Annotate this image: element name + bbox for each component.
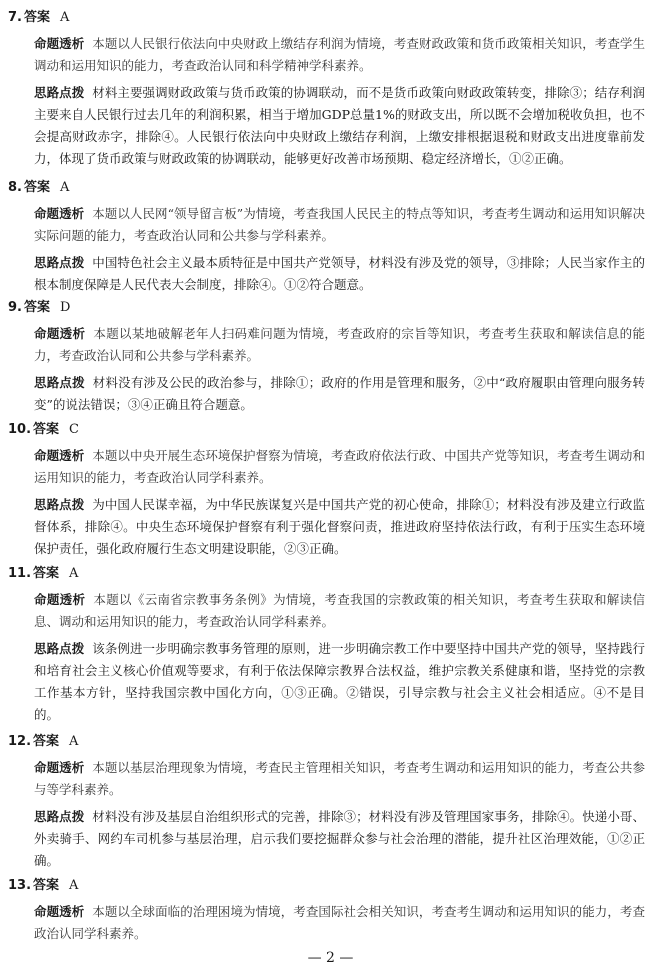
answer-label: 答案 <box>33 878 60 893</box>
question-11 <box>8 564 645 726</box>
hint-block <box>34 806 645 872</box>
question-number: 8. <box>8 180 22 195</box>
hint-block <box>34 638 645 726</box>
analysis-label: 命题透析 <box>34 592 86 607</box>
question-number: 13. <box>8 878 32 893</box>
question-number: 9. <box>8 300 22 315</box>
question-12 <box>8 732 645 872</box>
analysis-label: 命题透析 <box>34 326 86 341</box>
answer-choice: A <box>69 566 79 581</box>
question-header <box>8 420 645 440</box>
answer-choice: A <box>69 878 79 893</box>
hint-label: 思路点拨 <box>34 641 85 656</box>
answer-choice: A <box>60 180 70 195</box>
analysis-label: 命题透析 <box>34 760 85 775</box>
hint-text: 为中国人民谋幸福，为中华民族谋复兴是中国共产党的初心使命，排除①；材料没有涉及建立行政监督体系，排除④。中央生态环境保护督察有利于强化督察问责，推进政府坚持依法行政，有利于压实生态环境保护责任，强化政府履行生态文明建设职能，②③正确。 <box>34 497 645 556</box>
answer-label: 答案 <box>23 180 50 195</box>
hint-text: 中国特色社会主义最本质特征是中国共产党领导，材料没有涉及党的领导，③排除；人民当家作主的根本制度保障是人民代表大会制度，排除④。①②符合题意。 <box>34 255 645 292</box>
hint-text: 材料没有涉及基层自治组织形式的完善，排除③；材料没有涉及管理国家事务，排除④。快递小哥、外卖骑手、网约车司机参与基层治理，启示我们要挖掘群众参与社会治理的潜能，提升社区治理效能，①②正确。 <box>34 809 645 868</box>
hint-label: 思路点拨 <box>34 85 85 100</box>
question-10 <box>8 420 645 560</box>
question-8 <box>8 178 645 296</box>
question-number: 7. <box>8 10 22 25</box>
question-header <box>8 732 645 752</box>
analysis-text: 本题以全球面临的治理困境为情境，考查国际社会相关知识，考查考生调动和运用知识的能力，考查政治认同学科素养。 <box>34 904 645 941</box>
analysis-text: 本题以中央开展生态环境保护督察为情境，考查政府依法行政、中国共产党等知识，考查考生调动和运用知识的能力，考查政治认同学科素养。 <box>34 448 645 485</box>
hint-block <box>34 494 645 560</box>
question-9 <box>8 298 645 416</box>
analysis-label: 命题透析 <box>34 448 85 463</box>
hint-block <box>34 372 645 416</box>
question-13 <box>8 876 645 945</box>
hint-text: 材料主要强调财政政策与货币政策的协调联动，而不是货币政策向财政政策转变，排除③；结存利润主要来自人民银行过去几年的利润积累，相当于增加GDP总量1%的财政支出，所以既不会增加税收负担，也不会提高财政赤字，排除④。人民银行依法向中央财政上缴结存利润，上缴安排根据退税和财政支出进度靠前发力，体现了货币政策与财政政策的协调联动，能够更好改善市场预期、稳定经济增长，①②正确。 <box>34 85 645 166</box>
analysis-block <box>34 757 645 801</box>
question-header <box>8 8 645 28</box>
analysis-block <box>34 33 645 77</box>
analysis-block <box>34 323 645 367</box>
question-7 <box>8 8 645 170</box>
hint-text: 该条例进一步明确宗教事务管理的原则，进一步明确宗教工作中要坚持中国共产党的领导，坚持践行和培育社会主义核心价值观等要求，有利于依法保障宗教界合法权益，维护宗教关系健康和谐，坚持党的宗教工作基本方针，坚持我国宗教中国化方向，①③正确。②错误，引导宗教与社会主义社会相适应。④不是目的。 <box>34 641 645 722</box>
hint-label: 思路点拨 <box>34 375 85 390</box>
analysis-label: 命题透析 <box>34 206 85 221</box>
answer-choice: C <box>69 422 79 437</box>
question-number: 12. <box>8 734 32 749</box>
answer-choice: A <box>60 10 70 25</box>
analysis-text: 本题以人民网“领导留言板”为情境，考查我国人民民主的特点等知识，考查考生调动和运用知识解决实际问题的能力，考查政治认同和公共参与学科素养。 <box>34 206 645 243</box>
analysis-block <box>34 203 645 247</box>
analysis-label: 命题透析 <box>34 904 85 919</box>
hint-label: 思路点拨 <box>34 809 85 824</box>
hint-text: 材料没有涉及公民的政治参与，排除①；政府的作用是管理和服务，②中“政府履职由管理向服务转变”的说法错误；③④正确且符合题意。 <box>34 375 645 412</box>
answer-label: 答案 <box>23 10 50 25</box>
answer-label: 答案 <box>33 734 60 749</box>
answer-label: 答案 <box>33 422 60 437</box>
hint-label: 思路点拨 <box>34 255 85 270</box>
analysis-label: 命题透析 <box>34 36 85 51</box>
analysis-text: 本题以《云南省宗教事务条例》为情境，考查我国的宗教政策的相关知识，考查考生获取和解读信息、调动和运用知识的能力，考查政治认同学科素养。 <box>34 592 645 629</box>
analysis-text: 本题以人民银行依法向中央财政上缴结存利润为情境，考查财政政策和货币政策相关知识，考查学生调动和运用知识的能力，考查政治认同和科学精神学科素养。 <box>34 36 645 73</box>
hint-label: 思路点拨 <box>34 497 85 512</box>
answer-label: 答案 <box>33 566 60 581</box>
question-number: 11. <box>8 566 32 581</box>
analysis-block <box>34 901 645 945</box>
answer-choice: A <box>69 734 79 749</box>
hint-block <box>34 252 645 296</box>
answer-choice: D <box>60 300 71 315</box>
answer-label: 答案 <box>23 300 50 315</box>
question-number: 10. <box>8 422 32 437</box>
analysis-block <box>34 445 645 489</box>
question-header <box>8 298 645 318</box>
question-header <box>8 876 645 896</box>
analysis-text: 本题以基层治理现象为情境，考查民主管理相关知识，考查考生调动和运用知识的能力，考查公共参与等学科素养。 <box>34 760 645 797</box>
question-header <box>8 178 645 198</box>
analysis-text: 本题以某地破解老年人扫码难问题为情境，考查政府的宗旨等知识，考查考生获取和解读信息的能力，考查政治认同和公共参与学科素养。 <box>34 326 645 363</box>
question-header <box>8 564 645 584</box>
page-number: — 2 — <box>307 950 354 966</box>
analysis-block <box>34 589 645 633</box>
hint-block <box>34 82 645 170</box>
